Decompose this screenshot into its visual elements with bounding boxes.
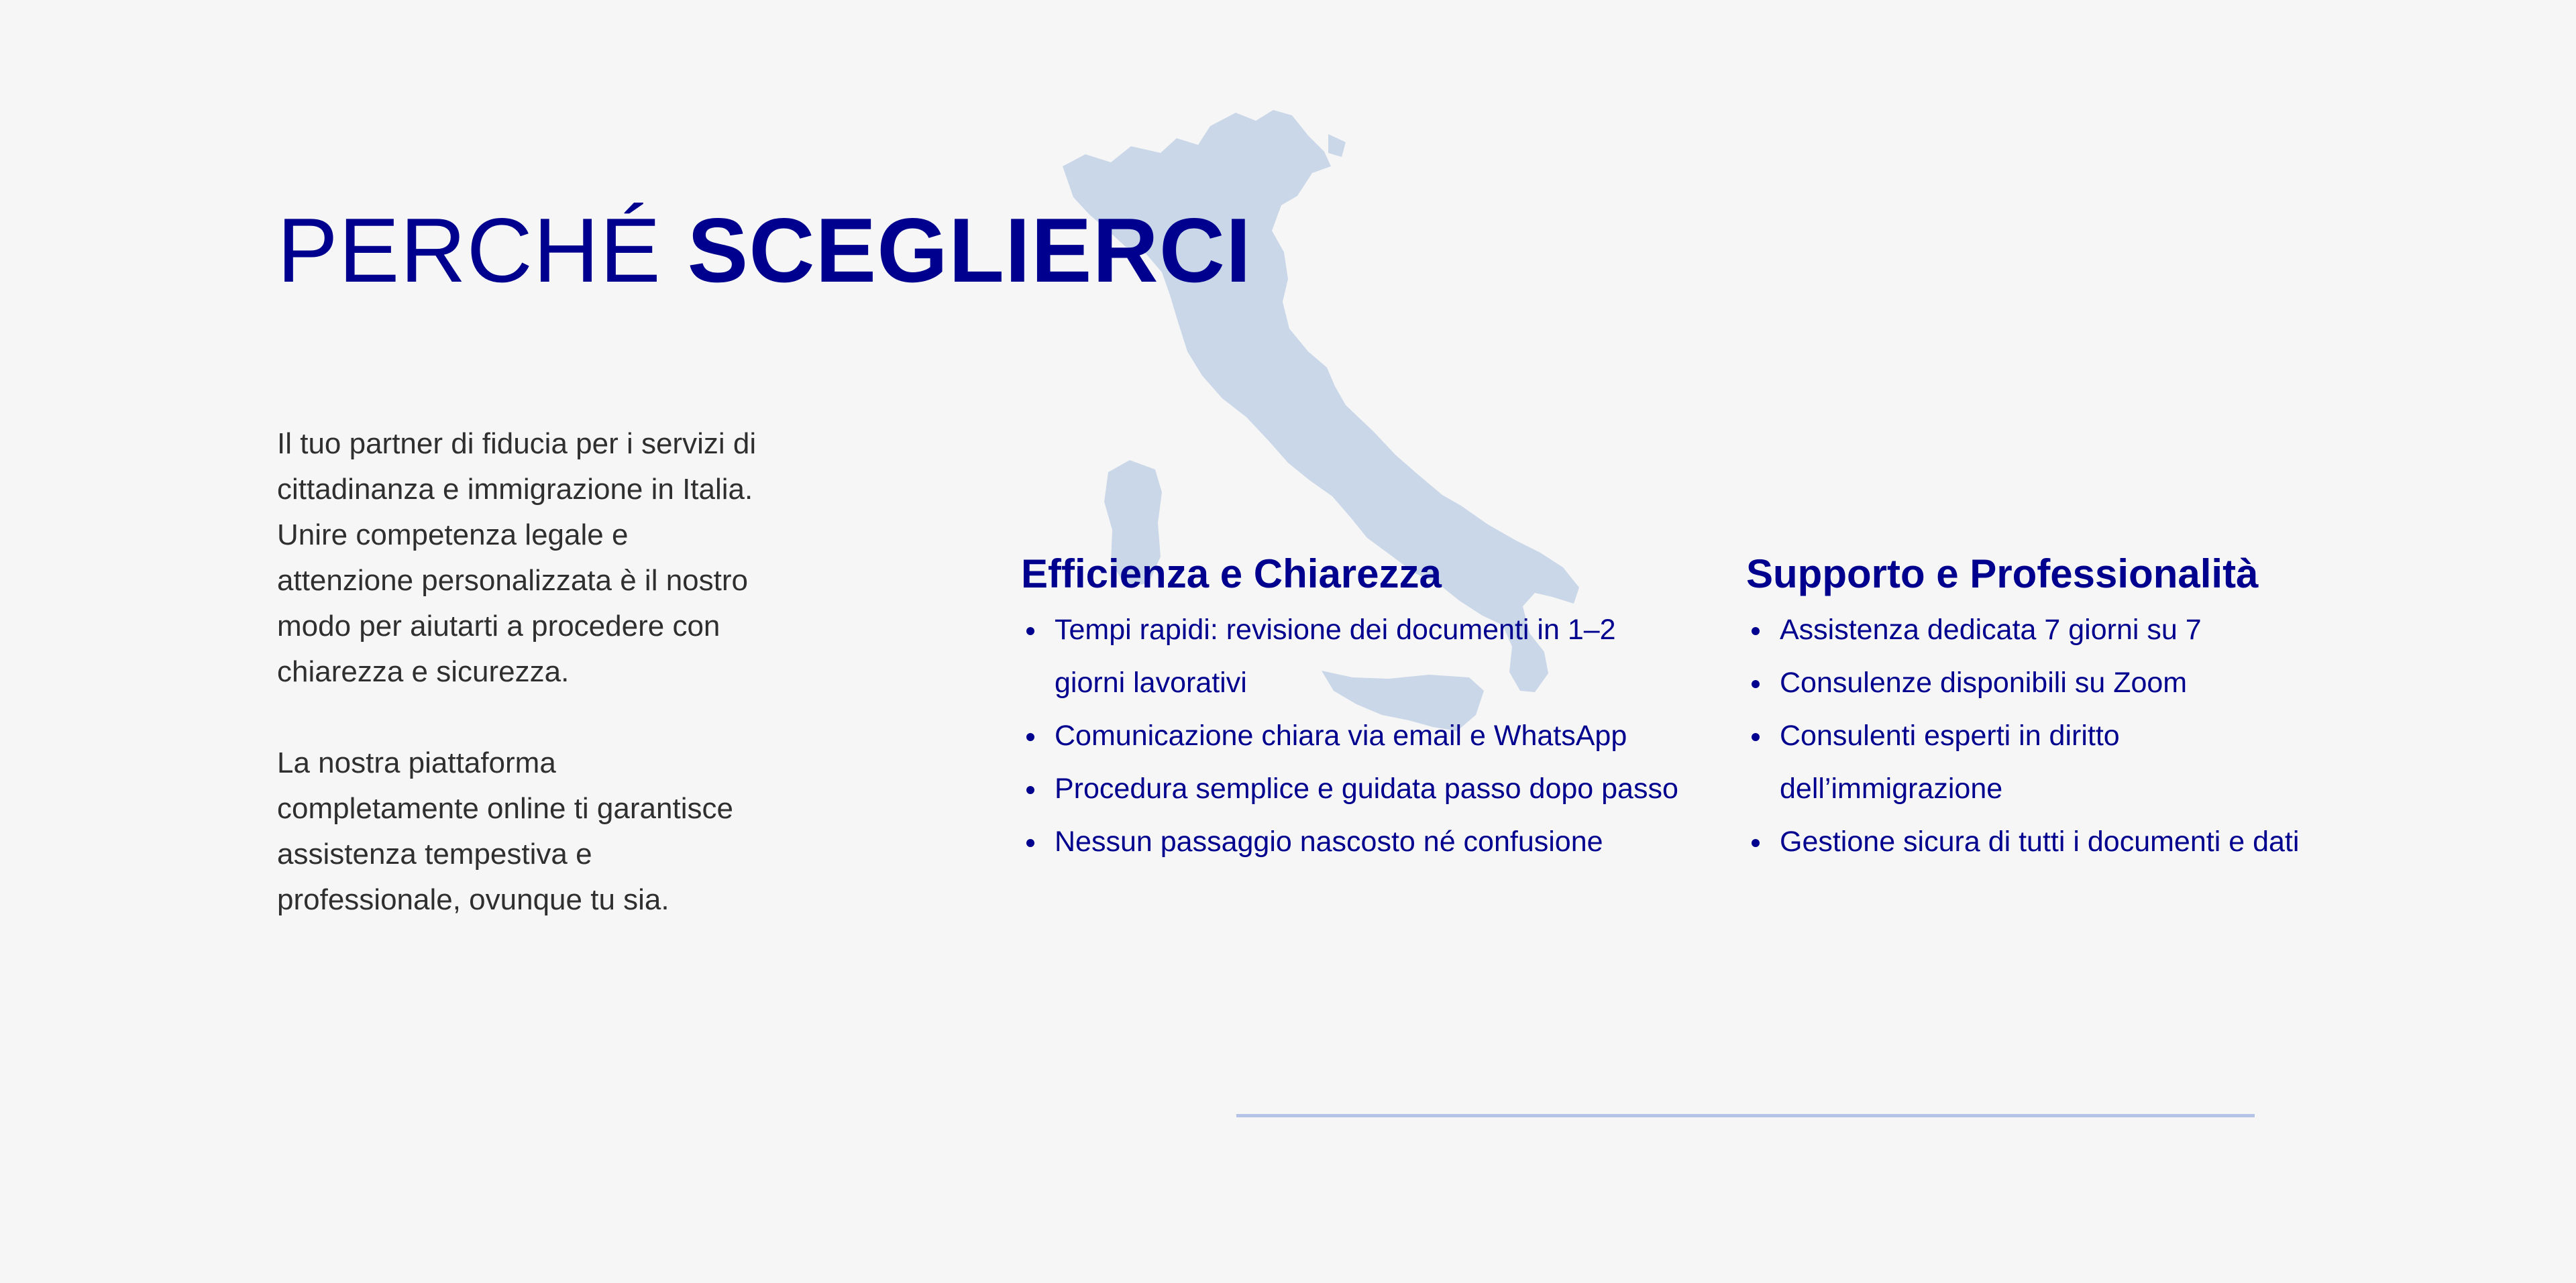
feature-list-item-text: Consulenze disponibili su Zoom: [1780, 667, 2188, 699]
intro-text: [277, 421, 841, 923]
page-title: [277, 199, 1252, 301]
feature-list-item-text: Nessun passaggio nascosto né confusione: [1055, 826, 1603, 858]
feature-list-item: [1780, 710, 2350, 816]
feature-list-item-text: Gestione sicura di tutti i documenti e dati: [1780, 826, 2300, 858]
feature-title-support: Supporto e Professionalità: [1746, 551, 2259, 596]
feature-list-item: [1780, 816, 2350, 869]
feature-list-item: [1780, 657, 2350, 710]
feature-list-item-text: Consulenti esperti in diritto dell’immigrazione: [1780, 720, 2120, 805]
feature-list-efficiency: [1021, 604, 1692, 869]
feature-list-item: [1055, 763, 1692, 816]
feature-list-item: [1055, 710, 1692, 763]
title-light: PERCHÉ: [277, 199, 688, 301]
feature-list-item-text: Tempi rapidi: revisione dei documenti in 1–2 giorni lavorativi: [1055, 614, 1616, 699]
feature-list-item-text: Comunicazione chiara via email e WhatsApp: [1055, 720, 1627, 752]
intro-paragraph-1: Il tuo partner di fiducia per i servizi di cittadinanza e immigrazione in Italia. Unire competenza legale e attenzione personalizzata è il nostro modo per aiutarti a procedere con chiarezza e sicurezza.: [277, 427, 757, 688]
feature-column-support: [1746, 545, 2350, 869]
feature-list-item: [1055, 604, 1692, 710]
feature-list-support: [1746, 604, 2350, 869]
feature-column-efficiency: [1021, 545, 1692, 869]
feature-list-item-text: Assistenza dedicata 7 giorni su 7: [1780, 614, 2202, 646]
divider-line: [1236, 1114, 2255, 1117]
feature-list-item: [1780, 604, 2350, 657]
title-bold: SCEGLIERCI: [687, 199, 1252, 301]
intro-paragraph-2: La nostra piattaforma completamente online ti garantisce assistenza tempestiva e professionale, ovunque tu sia.: [277, 746, 733, 916]
feature-title-efficiency: Efficienza e Chiarezza: [1021, 551, 1442, 596]
feature-list-item-text: Procedura semplice e guidata passo dopo passo: [1055, 773, 1678, 805]
feature-list-item: [1055, 816, 1692, 869]
